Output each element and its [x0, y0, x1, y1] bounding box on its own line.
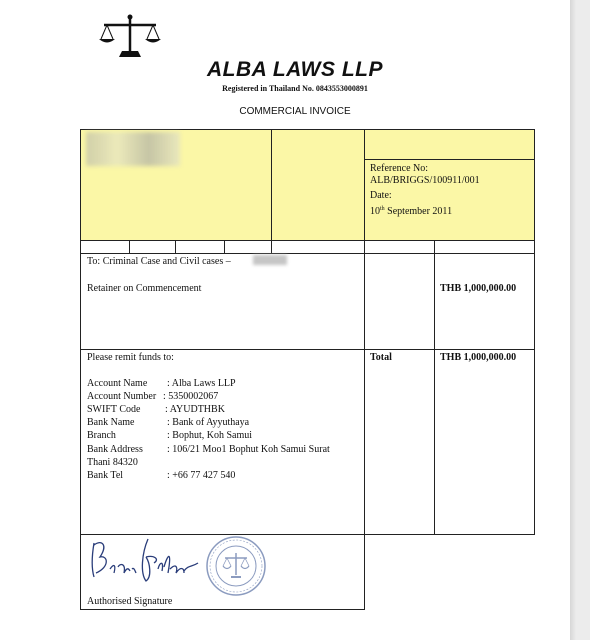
- divider: [129, 240, 130, 254]
- remittance-block: [80, 349, 535, 535]
- bank-value: Thani 84320: [87, 457, 138, 468]
- date-label: Date:: [370, 190, 392, 201]
- total-amount: THB 1,000,000.00: [440, 352, 517, 363]
- bank-label: Bank Tel: [87, 470, 124, 481]
- divider: [434, 240, 435, 254]
- bank-value: : Bophut, Koh Samui: [167, 430, 253, 441]
- bank-label: Account Name: [87, 378, 148, 389]
- divider: [364, 240, 365, 254]
- bank-label: Account Number: [87, 391, 157, 402]
- item-description: Retainer on Commencement: [87, 283, 202, 294]
- document-title: COMMERCIAL INVOICE: [239, 106, 351, 117]
- bank-label: Bank Address: [87, 444, 143, 455]
- divider: [364, 129, 365, 241]
- divider: [364, 349, 365, 535]
- bank-value: : +66 77 427 540: [167, 470, 236, 481]
- bank-value: : 106/21 Moo1 Bophut Koh Samui Surat: [167, 444, 330, 455]
- redacted-case-name: [253, 255, 287, 265]
- spacer-row: [80, 240, 535, 254]
- date-value: [370, 203, 452, 218]
- divider: [271, 240, 272, 254]
- bank-label: Bank Name: [87, 417, 135, 428]
- remit-heading: Please remit funds to:: [87, 352, 174, 363]
- authorised-signature-label: Authorised Signature: [87, 596, 173, 607]
- date-rest: September 2011: [384, 206, 453, 217]
- handwritten-signature: [88, 533, 204, 591]
- bank-label: Branch: [87, 430, 116, 441]
- bank-value: : Bank of Ayyuthaya: [167, 417, 250, 428]
- to-line: To: Criminal Case and Civil cases –: [87, 256, 231, 267]
- reference-label: Reference No:: [370, 163, 429, 174]
- divider: [271, 129, 272, 241]
- bank-value: : Alba Laws LLP: [167, 378, 236, 389]
- reference-value: ALB/BRIGGS/100911/001: [370, 175, 480, 186]
- bank-label: SWIFT Code: [87, 404, 141, 415]
- divider: [364, 534, 365, 610]
- firm-name: ALBA LAWS LLP: [206, 58, 384, 81]
- total-label: Total: [370, 352, 392, 363]
- page-shadow: [570, 0, 576, 640]
- divider: [434, 349, 435, 535]
- date-day: 10: [370, 206, 380, 217]
- bank-value: : AYUDTHBK: [165, 404, 225, 415]
- redacted-client-name: [86, 132, 180, 166]
- registration-number: Registered in Thailand No. 0843553000891: [222, 84, 368, 93]
- divider: [224, 240, 225, 254]
- date-suffix: th: [380, 206, 385, 212]
- divider: [434, 253, 435, 350]
- scales-of-justice-icon: [98, 13, 162, 59]
- bank-value: : 5350002067: [163, 391, 219, 402]
- divider: [175, 240, 176, 254]
- divider: [364, 253, 365, 350]
- company-seal-icon: [205, 535, 267, 597]
- divider: [364, 159, 535, 160]
- item-amount: THB 1,000,000.00: [440, 283, 517, 294]
